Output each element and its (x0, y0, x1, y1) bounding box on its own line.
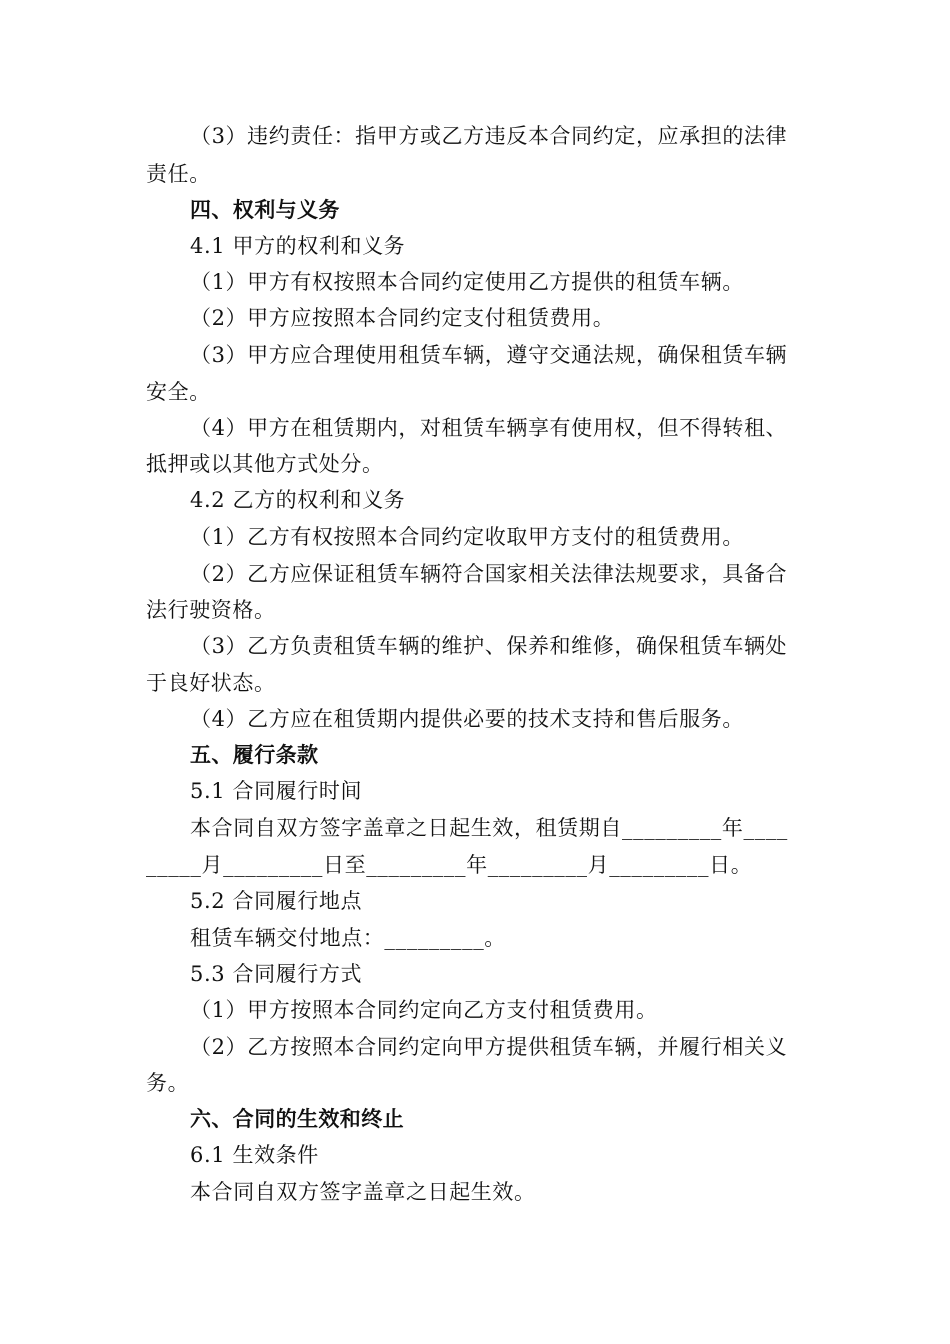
text-line: 本合同自双方签字盖章之日起生效，租赁期自_________年____ (190, 816, 788, 840)
subsection-heading: 5.3 合同履行方式 (190, 962, 363, 986)
text-line: 于良好状态。 (146, 671, 276, 695)
text-line: （1）甲方按照本合同约定向乙方支付租赁费用。 (190, 998, 658, 1022)
subsection-heading: 5.1 合同履行时间 (190, 779, 363, 803)
text-line: 本合同自双方签字盖章之日起生效。 (190, 1180, 536, 1204)
section-heading: 四、权利与义务 (190, 197, 340, 222)
subsection-heading: 4.1 甲方的权利和义务 (190, 234, 406, 258)
subsection-heading: 4.2 乙方的权利和义务 (190, 488, 406, 512)
text-line: （2）乙方应保证租赁车辆符合国家相关法律法规要求，具备合 (190, 562, 788, 586)
text-line: 法行驶资格。 (146, 598, 276, 622)
text-line: （4）甲方在租赁期内，对租赁车辆享有使用权，但不得转租、 (190, 416, 788, 440)
text-line: 抵押或以其他方式处分。 (146, 452, 384, 476)
section-heading: 六、合同的生效和终止 (190, 1106, 404, 1131)
text-line: （1）乙方有权按照本合同约定收取甲方支付的租赁费用。 (190, 525, 744, 549)
text-line: _____月_________日至_________年_________月_________日。 (146, 853, 753, 877)
text-line: （3）甲方应合理使用租赁车辆，遵守交通法规，确保租赁车辆 (190, 343, 788, 367)
text-line: 安全。 (146, 380, 211, 404)
subsection-heading: 5.2 合同履行地点 (190, 889, 363, 913)
text-line: （2）甲方应按照本合同约定支付租赁费用。 (190, 306, 615, 330)
text-line: 租赁车辆交付地点：_________。 (190, 926, 506, 950)
text-line: 务。 (146, 1071, 190, 1095)
text-line: 责任。 (146, 162, 211, 186)
section-heading: 五、履行条款 (190, 742, 319, 767)
text-line: （2）乙方按照本合同约定向甲方提供租赁车辆，并履行相关义 (190, 1035, 788, 1059)
text-line: （3）违约责任：指甲方或乙方违反本合同约定，应承担的法律 (190, 124, 788, 148)
text-line: （4）乙方应在租赁期内提供必要的技术支持和售后服务。 (190, 707, 744, 731)
text-line: （3）乙方负责租赁车辆的维护、保养和维修，确保租赁车辆处 (190, 634, 788, 658)
text-line: （1）甲方有权按照本合同约定使用乙方提供的租赁车辆。 (190, 270, 744, 294)
subsection-heading: 6.1 生效条件 (190, 1143, 319, 1167)
